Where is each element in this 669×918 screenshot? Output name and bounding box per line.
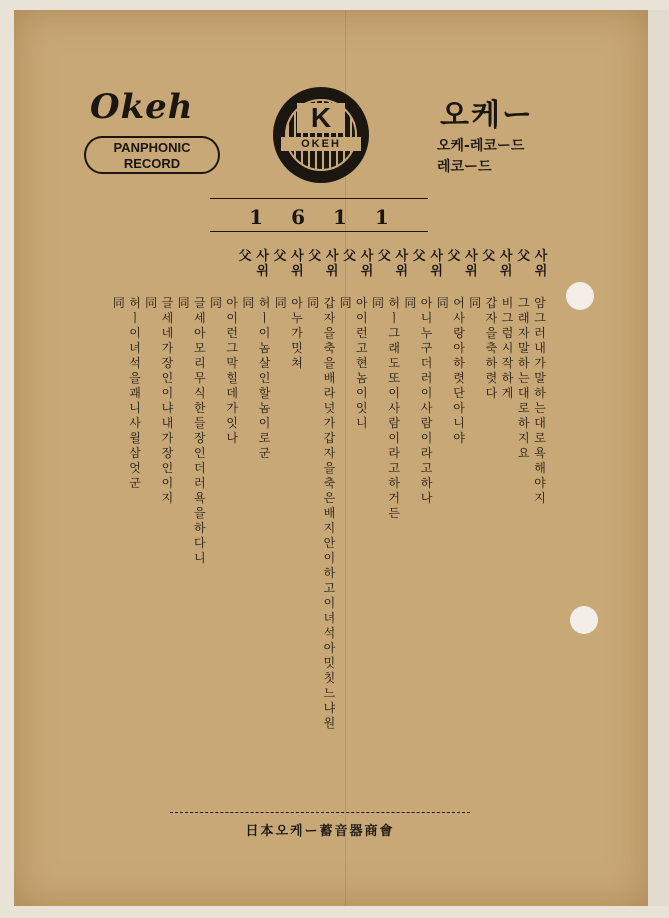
speaker-label: 사 위 <box>534 249 548 279</box>
lyric-line: 同 <box>469 296 482 310</box>
lyric-line: 同 <box>274 296 287 310</box>
speaker-label: 사 위 <box>430 249 443 279</box>
speaker-label: 父 <box>447 249 461 264</box>
lyric-line: 암 그 러 내 가 말 하 는 대 로 욕 해 야 지 <box>534 296 546 505</box>
binder-hole <box>566 282 594 310</box>
lyric-line: 글 세 네 가 장 인 이 냐 내 가 장 인 이 지 <box>161 296 174 505</box>
brand-korean: 오케ー <box>440 98 534 133</box>
publisher-footer: 日本오케ー蓄音器商會 <box>245 824 395 839</box>
lyric-line: 同 <box>339 296 352 310</box>
panphonic-record-badge <box>84 136 220 174</box>
speaker-label: 父 <box>482 249 496 264</box>
lyric-line: 갑 자 을 축 을 배 라 넛 가 갑 자 을 축 은 배 지 안 이 하 고 이 녀 석 아 밋 칫 느 냐 원 <box>323 296 336 730</box>
lyric-line: 허 ㅣ 그 래 도 또 이 사 람 이 라 고 하 거 든 <box>388 296 400 520</box>
speaker-label: 父 <box>412 249 426 264</box>
speaker-label: 父 <box>377 249 391 264</box>
lyric-line: 허 ㅣ 이 놈 살 인 할 놈 이 로 군 <box>258 296 271 460</box>
lyric-line: 비 그 럼 시 작 하 게 <box>501 296 514 400</box>
lyric-line: 同 <box>307 296 320 310</box>
lyric-line: 그 래 자 말 하 는 대 로 하 지 요 <box>518 296 530 460</box>
speaker-label: 사 위 <box>395 249 409 279</box>
emblem-k-letter: K <box>297 103 345 133</box>
lyric-line: 同 <box>177 296 190 310</box>
brand-korean-sub <box>437 136 524 178</box>
speaker-label: 사 위 <box>465 249 478 279</box>
lyric-line: 글 세 아 모 리 무 식 한 들 장 인 더 러 욕 을 하 다 니 <box>194 296 206 565</box>
lyric-line: 同 <box>371 296 384 310</box>
catalog-rule-bottom <box>210 231 428 232</box>
lyric-line: 同 <box>436 296 449 310</box>
speaker-label: 사 위 <box>256 249 269 279</box>
emblem-band-text: OKEH <box>281 137 361 151</box>
panphonic-label: PANPHONIC RECORD <box>113 140 191 171</box>
lyric-line: 同 <box>112 296 125 310</box>
lyric-line: 아 이 런 그 막 힐 데 가 잇 나 <box>226 296 238 445</box>
okeh-script-logo: Okeh <box>90 87 194 127</box>
catalog-number: 1611 <box>249 205 417 229</box>
speaker-label: 父 <box>517 249 531 264</box>
lyric-line: 갑 자 을 축 하 렷 다 <box>485 296 498 400</box>
footer-rule <box>170 812 470 813</box>
catalog-rule-top <box>210 198 428 199</box>
speaker-label: 사 위 <box>499 249 513 279</box>
speaker-label: 父 <box>238 249 252 264</box>
lyric-line: 同 <box>209 296 222 310</box>
speaker-label: 父 <box>308 249 322 264</box>
lyric-line: 同 <box>242 296 255 310</box>
speaker-label: 사 위 <box>325 249 339 279</box>
lyric-line: 아 이 런 고 현 놈 이 잇 니 <box>356 296 368 430</box>
lyric-line: 同 <box>145 296 158 310</box>
brand-korean-sub-line2: 레코ー드 <box>437 159 492 175</box>
lyric-line: 아 누 가 밋 쳐 <box>291 296 303 370</box>
speaker-label: 父 <box>343 249 357 264</box>
speaker-label: 父 <box>273 249 287 264</box>
binder-hole <box>570 606 598 634</box>
lyric-line: 아 니 누 구 더 러 이 사 람 이 라 고 하 나 <box>420 296 433 505</box>
speaker-label: 사 위 <box>360 249 374 279</box>
speaker-label: 사 위 <box>291 249 304 279</box>
lyric-line: 同 <box>404 296 417 310</box>
okeh-emblem <box>273 87 369 183</box>
lyric-line: 어 사 랑 아 하 렷 단 아 니 야 <box>453 296 465 445</box>
brand-korean-sub-line1: 오케-레코ー드 <box>437 138 525 154</box>
lyric-line: 허 ㅣ 이 녀 석 을 괘 니 사 윌 삼 엇 군 <box>129 296 141 490</box>
